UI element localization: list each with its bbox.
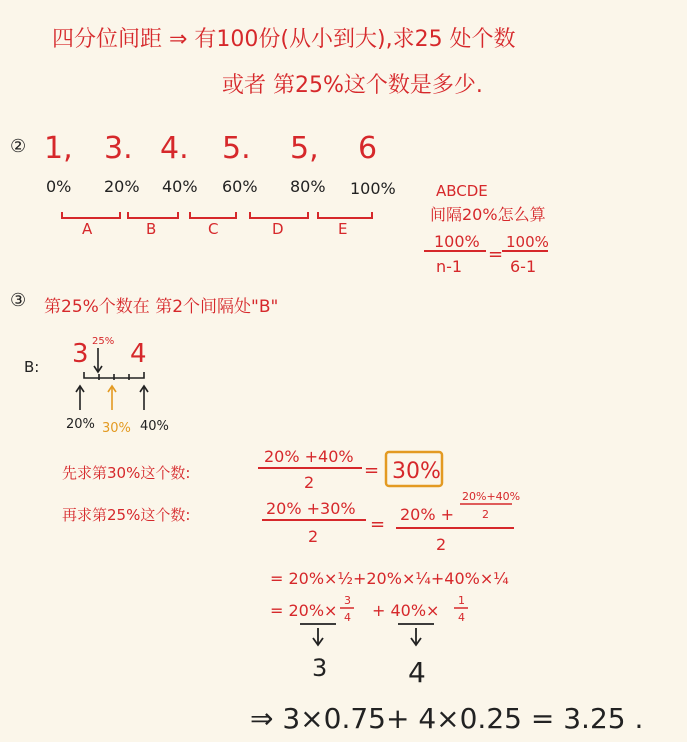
calc-3-inner-denominator: 2 xyxy=(482,508,489,521)
calc-3-top: 20% + xyxy=(400,505,455,524)
right-value: 4 xyxy=(130,339,147,369)
calc-1-equals: = xyxy=(364,460,380,481)
calc-line-3: = 20%×½+20%×¼+40%×¼ xyxy=(270,569,509,588)
percent-20: 20% xyxy=(104,177,140,196)
calc-2-denominator: 2 xyxy=(308,527,319,546)
final-answer: ⇒ 3×0.75+ 4×0.25 = 3.25 . xyxy=(250,702,644,735)
calc-1-denominator: 2 xyxy=(304,473,315,492)
down-value-3: 3 xyxy=(312,654,328,682)
calc-line-4a: = 20%× xyxy=(270,601,338,620)
calc-1-result: 30% xyxy=(392,459,441,484)
header-line-2: 或者 第25%这个数是多少. xyxy=(222,73,483,98)
calc-2-equals: = xyxy=(370,514,386,535)
fraction-1-denominator: n-1 xyxy=(436,257,463,276)
data-value-1: 1, xyxy=(44,131,73,166)
percent-40-label: 40% xyxy=(140,419,169,434)
calc-line-4b-denominator: 4 xyxy=(458,611,465,624)
data-value-2: 3. xyxy=(104,131,133,166)
b-label: B: xyxy=(24,358,40,376)
note-text: 间隔20%怎么算 xyxy=(430,205,546,224)
interval-brackets xyxy=(62,212,372,218)
calc-3-denominator: 2 xyxy=(436,535,447,554)
interval-a: A xyxy=(82,220,93,238)
calc-line-4a-numerator: 3 xyxy=(344,594,351,607)
step-3-title: 第25%个数在 第2个间隔处"B" xyxy=(44,297,279,317)
note-letters: ABCDE xyxy=(436,182,488,200)
percent-20-label: 20% xyxy=(66,417,95,432)
header-line-1: 四分位间距 ⇒ 有100份(从小到大),求25 处个数 xyxy=(52,27,516,52)
calc-3-inner-numerator: 20%+40% xyxy=(462,490,521,503)
percent-60: 60% xyxy=(222,177,258,196)
percent-40: 40% xyxy=(162,177,198,196)
mark-25-label: 25% xyxy=(92,336,115,347)
interval-c: C xyxy=(208,220,219,238)
fraction-2-denominator: 6-1 xyxy=(510,257,537,276)
percent-80: 80% xyxy=(290,177,326,196)
percent-0: 0% xyxy=(46,177,72,196)
calc-label-2: 再求第25%这个数: xyxy=(62,506,191,524)
data-value-6: 6 xyxy=(358,131,378,166)
interval-e: E xyxy=(338,220,348,238)
step-2-marker: ② xyxy=(10,136,27,157)
orange-arrow xyxy=(108,386,116,410)
calc-label-1: 先求第30%这个数: xyxy=(62,464,191,482)
percent-30-label: 30% xyxy=(102,421,131,436)
fraction-2-numerator: 100% xyxy=(506,233,549,251)
down-value-4: 4 xyxy=(408,656,426,689)
data-value-4: 5. xyxy=(222,131,251,166)
fraction-1-numerator: 100% xyxy=(434,232,480,251)
fraction-equals: = xyxy=(488,244,504,265)
data-value-5: 5, xyxy=(290,131,319,166)
calc-line-4a-denominator: 4 xyxy=(344,611,351,624)
step-3-marker: ③ xyxy=(10,290,27,311)
calc-2-numerator: 20% +30% xyxy=(266,499,356,518)
calc-line-4b: + 40%× xyxy=(372,601,440,620)
percent-100: 100% xyxy=(350,179,396,198)
calc-line-4b-numerator: 1 xyxy=(458,594,465,607)
down-arrows xyxy=(300,624,434,645)
data-value-3: 4. xyxy=(160,131,189,166)
interval-d: D xyxy=(272,220,284,238)
interval-b: B xyxy=(146,220,157,238)
calc-1-numerator: 20% +40% xyxy=(264,447,354,466)
left-value: 3 xyxy=(72,339,89,369)
